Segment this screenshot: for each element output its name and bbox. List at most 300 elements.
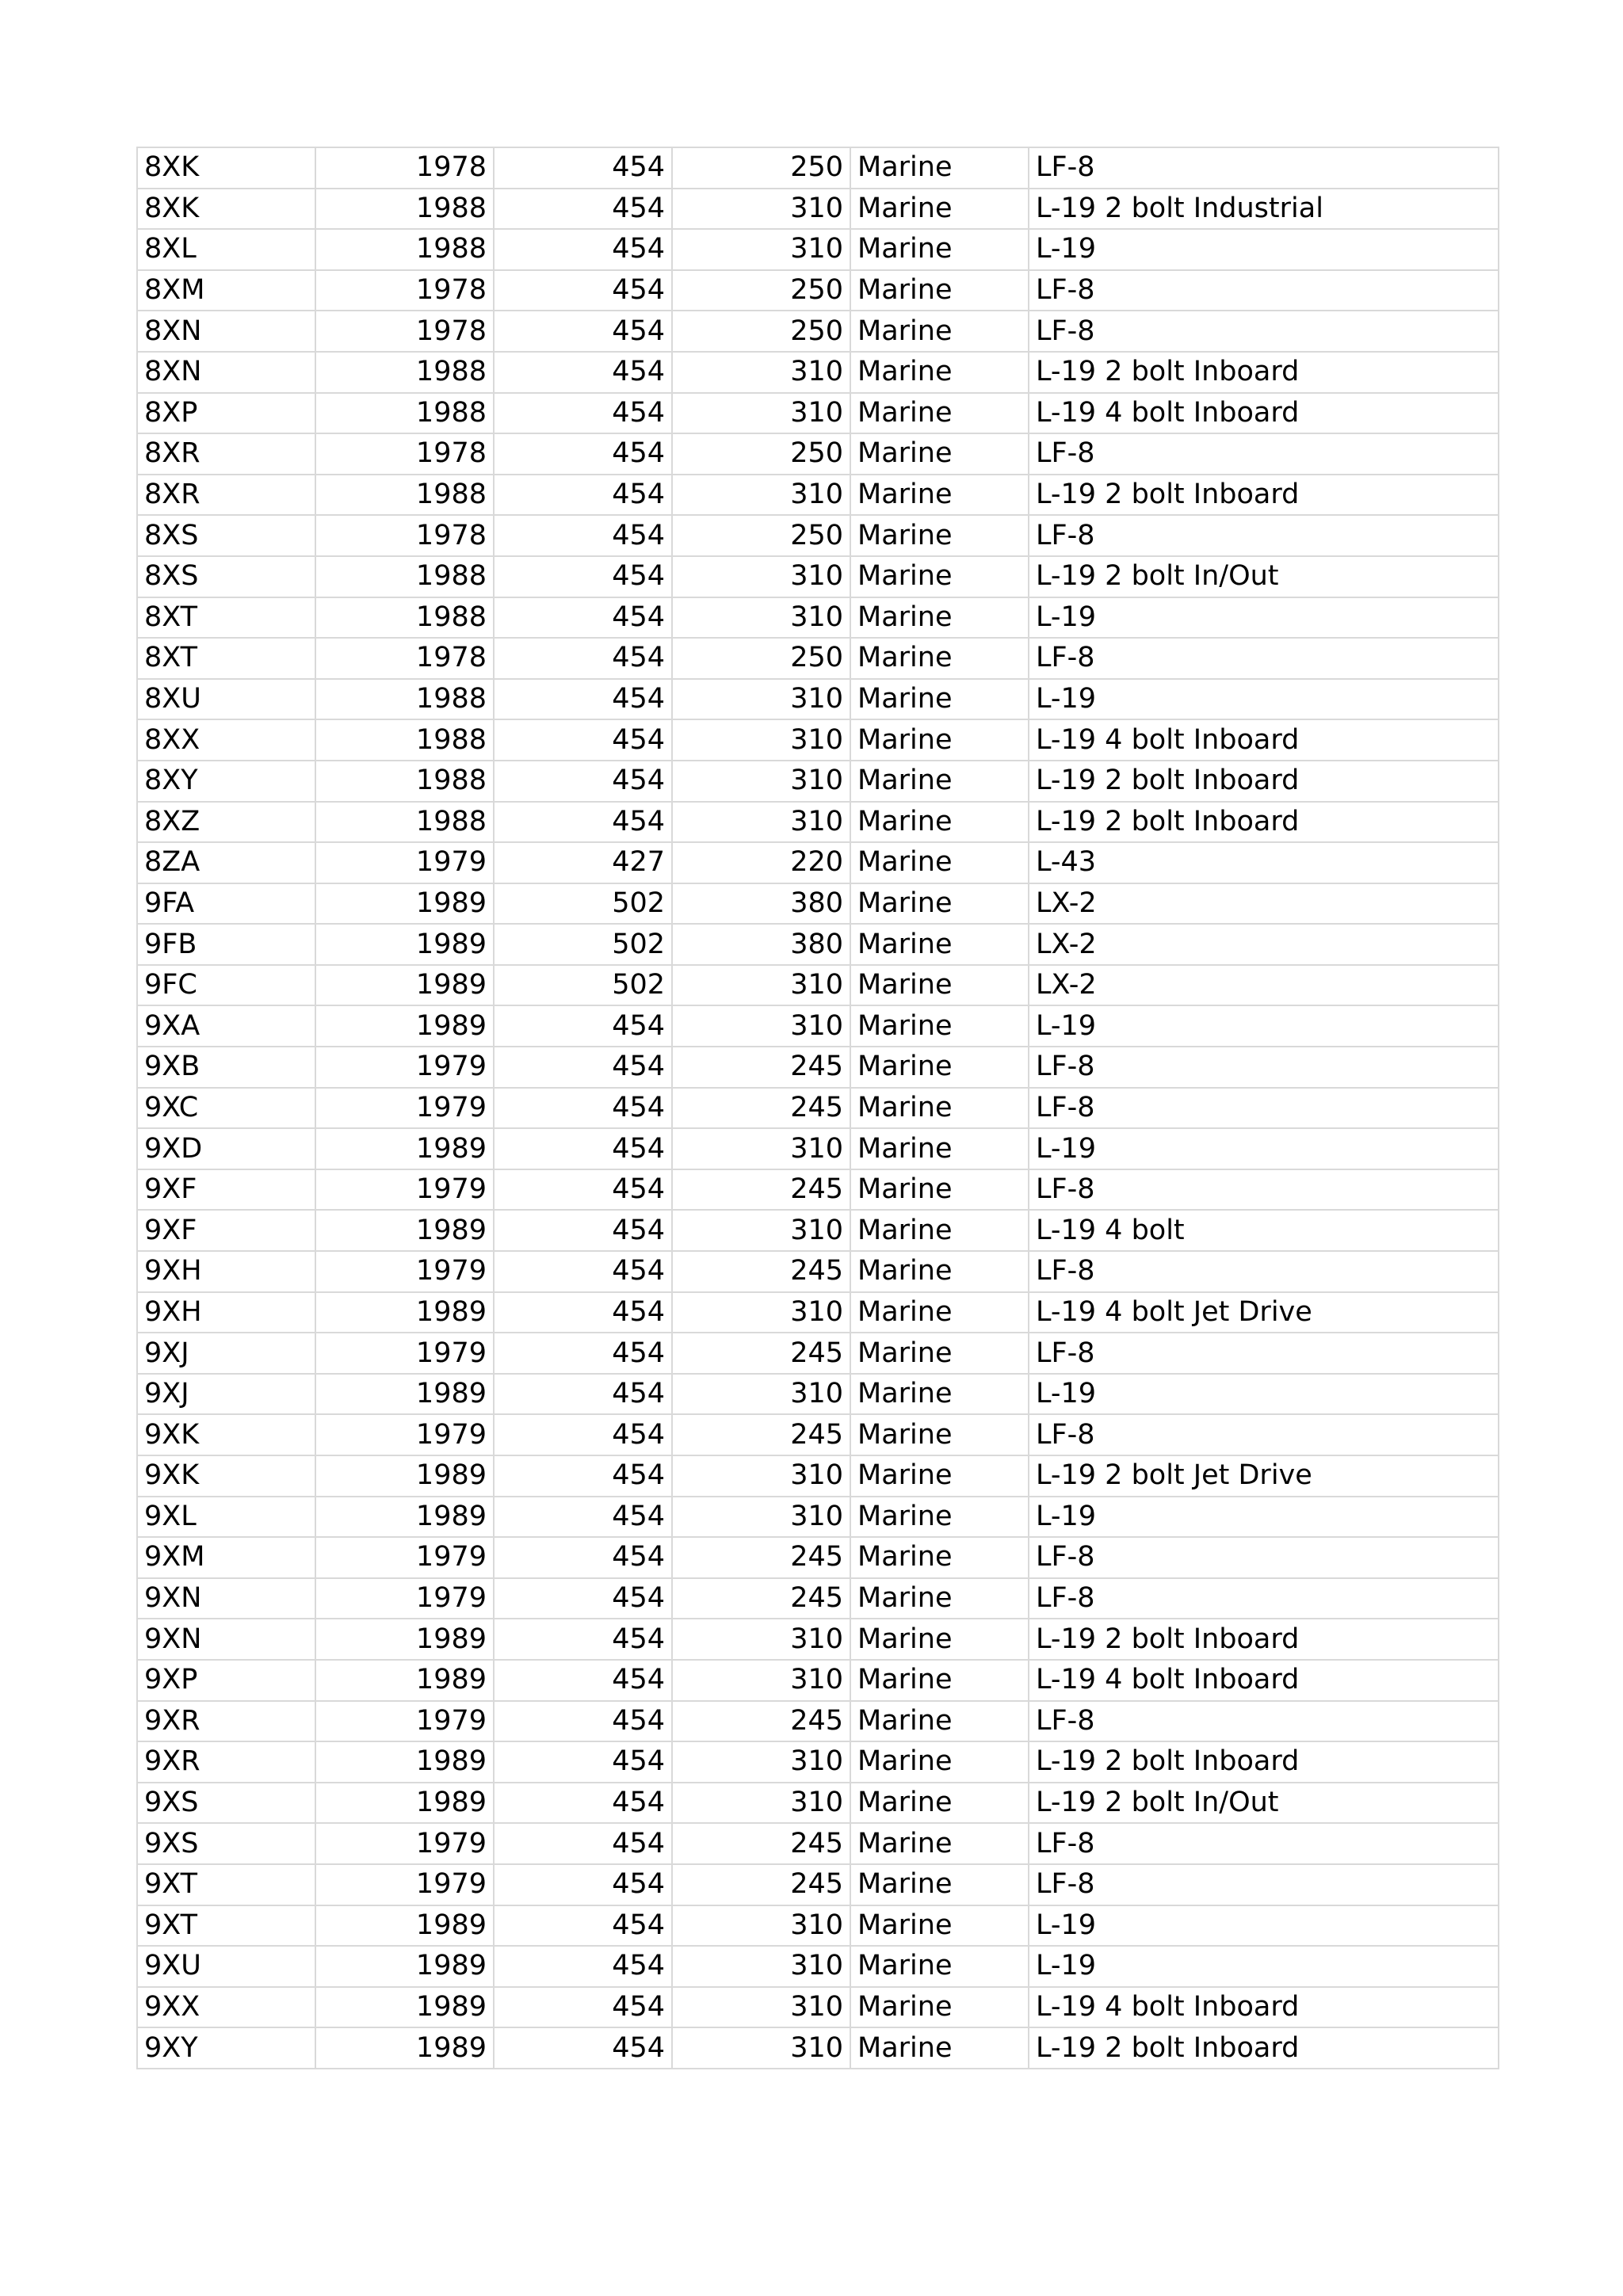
block-type-cell: L-19 2 bolt In/Out [1029,556,1499,597]
engine-code-cell: 9XJ [137,1333,315,1374]
horsepower-cell: 380 [672,883,850,925]
engine-code-cell: 8XY [137,761,315,802]
engine-code-cell: 9XN [137,1619,315,1660]
block-type-cell: L-19 [1029,679,1499,720]
horsepower-cell: 310 [672,1619,850,1660]
block-type-cell: LF-8 [1029,1823,1499,1864]
engine-code-cell: 8XK [137,189,315,230]
table-row [137,1497,1499,1538]
block-type-cell: LF-8 [1029,270,1499,311]
engine-code-cell: 8XL [137,229,315,270]
application-cell: Marine [850,1047,1029,1088]
table-row [137,1619,1499,1660]
engine-code-cell: 9XU [137,1946,315,1987]
block-type-cell: L-19 2 bolt Inboard [1029,1741,1499,1783]
block-type-cell: LX-2 [1029,883,1499,925]
year-cell: 1989 [315,1660,494,1701]
year-cell: 1978 [315,515,494,556]
block-type-cell: L-19 2 bolt Inboard [1029,802,1499,843]
table-row [137,679,1499,720]
displacement-cell: 454 [494,1047,672,1088]
application-cell: Marine [850,1537,1029,1578]
engine-code-cell: 9XK [137,1414,315,1455]
displacement-cell: 454 [494,1497,672,1538]
horsepower-cell: 310 [672,1946,850,1987]
table-row [137,515,1499,556]
block-type-cell: L-19 2 bolt Inboard [1029,761,1499,802]
displacement-cell: 454 [494,1946,672,1987]
year-cell: 1989 [315,1374,494,1415]
engine-code-cell: 9XK [137,1455,315,1497]
horsepower-cell: 245 [672,1088,850,1129]
table-row [137,229,1499,270]
displacement-cell: 454 [494,1537,672,1578]
block-type-cell: LF-8 [1029,311,1499,352]
application-cell: Marine [850,515,1029,556]
table-row [137,1783,1499,1824]
block-type-cell: LF-8 [1029,1333,1499,1374]
application-cell: Marine [850,883,1029,925]
block-type-cell: LF-8 [1029,638,1499,679]
year-cell: 1978 [315,270,494,311]
table-row [137,1414,1499,1455]
application-cell: Marine [850,761,1029,802]
year-cell: 1979 [315,1169,494,1211]
block-type-cell: L-19 4 bolt Jet Drive [1029,1292,1499,1333]
displacement-cell: 454 [494,1292,672,1333]
application-cell: Marine [850,802,1029,843]
year-cell: 1979 [315,1537,494,1578]
year-cell: 1989 [315,1946,494,1987]
displacement-cell: 454 [494,393,672,434]
engine-code-cell: 9XF [137,1169,315,1211]
displacement-cell: 502 [494,965,672,1006]
displacement-cell: 454 [494,1251,672,1292]
engine-code-cell: 8ZA [137,842,315,883]
block-type-cell: LF-8 [1029,1578,1499,1619]
horsepower-cell: 310 [672,2027,850,2069]
table-row [137,1292,1499,1333]
displacement-cell: 454 [494,1088,672,1129]
horsepower-cell: 245 [672,1047,850,1088]
horsepower-cell: 310 [672,189,850,230]
table-row [137,1946,1499,1987]
engine-code-cell: 9XR [137,1701,315,1742]
application-cell: Marine [850,229,1029,270]
year-cell: 1978 [315,311,494,352]
horsepower-cell: 310 [672,1660,850,1701]
application-cell: Marine [850,1251,1029,1292]
block-type-cell: LF-8 [1029,1864,1499,1905]
horsepower-cell: 310 [672,597,850,639]
displacement-cell: 454 [494,147,672,189]
year-cell: 1988 [315,802,494,843]
horsepower-cell: 310 [672,965,850,1006]
horsepower-cell: 310 [672,761,850,802]
application-cell: Marine [850,1987,1029,2028]
block-type-cell: LF-8 [1029,1088,1499,1129]
table-row [137,1251,1499,1292]
displacement-cell: 454 [494,2027,672,2069]
block-type-cell: L-19 [1029,597,1499,639]
block-type-cell: L-19 [1029,1374,1499,1415]
application-cell: Marine [850,638,1029,679]
table-row [137,147,1499,189]
horsepower-cell: 245 [672,1333,850,1374]
horsepower-cell: 245 [672,1169,850,1211]
year-cell: 1979 [315,1701,494,1742]
year-cell: 1979 [315,1251,494,1292]
application-cell: Marine [850,1128,1029,1169]
application-cell: Marine [850,1333,1029,1374]
table-row [137,1088,1499,1129]
year-cell: 1988 [315,679,494,720]
engine-code-cell: 9XJ [137,1374,315,1415]
block-type-cell: L-19 2 bolt Inboard [1029,2027,1499,2069]
year-cell: 1989 [315,1741,494,1783]
engine-code-cell: 9FA [137,883,315,925]
application-cell: Marine [850,189,1029,230]
block-type-cell: L-19 2 bolt Inboard [1029,352,1499,393]
horsepower-cell: 310 [672,1741,850,1783]
application-cell: Marine [850,1946,1029,1987]
displacement-cell: 454 [494,719,672,761]
application-cell: Marine [850,475,1029,516]
engine-code-cell: 9XM [137,1537,315,1578]
block-type-cell: L-19 [1029,1128,1499,1169]
table-row [137,1987,1499,2028]
engine-code-cell: 9XN [137,1578,315,1619]
year-cell: 1979 [315,1088,494,1129]
application-cell: Marine [850,311,1029,352]
displacement-cell: 454 [494,475,672,516]
horsepower-cell: 245 [672,1414,850,1455]
year-cell: 1989 [315,1210,494,1251]
horsepower-cell: 310 [672,1128,850,1169]
horsepower-cell: 310 [672,802,850,843]
application-cell: Marine [850,1414,1029,1455]
application-cell: Marine [850,1864,1029,1905]
application-cell: Marine [850,1578,1029,1619]
year-cell: 1979 [315,1578,494,1619]
engine-code-cell: 9XL [137,1497,315,1538]
engine-code-cell: 8XR [137,433,315,475]
block-type-cell: L-19 [1029,1005,1499,1047]
table-row [137,719,1499,761]
displacement-cell: 454 [494,1823,672,1864]
displacement-cell: 454 [494,1864,672,1905]
table-row [137,1823,1499,1864]
horsepower-cell: 310 [672,1292,850,1333]
application-cell: Marine [850,1292,1029,1333]
table-row [137,638,1499,679]
displacement-cell: 454 [494,761,672,802]
displacement-cell: 502 [494,883,672,925]
year-cell: 1988 [315,189,494,230]
block-type-cell: LX-2 [1029,924,1499,965]
displacement-cell: 454 [494,1128,672,1169]
displacement-cell: 454 [494,1005,672,1047]
block-type-cell: LF-8 [1029,515,1499,556]
block-type-cell: L-19 [1029,1905,1499,1947]
year-cell: 1979 [315,1047,494,1088]
year-cell: 1978 [315,638,494,679]
year-cell: 1979 [315,1333,494,1374]
table-row [137,924,1499,965]
displacement-cell: 454 [494,1333,672,1374]
horsepower-cell: 245 [672,1701,850,1742]
block-type-cell: LX-2 [1029,965,1499,1006]
year-cell: 1979 [315,1864,494,1905]
year-cell: 1988 [315,352,494,393]
application-cell: Marine [850,1783,1029,1824]
block-type-cell: L-19 2 bolt In/Out [1029,1783,1499,1824]
block-type-cell: L-19 2 bolt Inboard [1029,1619,1499,1660]
year-cell: 1988 [315,719,494,761]
table-row [137,1660,1499,1701]
application-cell: Marine [850,719,1029,761]
displacement-cell: 454 [494,1619,672,1660]
engine-code-cell: 9XS [137,1823,315,1864]
table-row [137,189,1499,230]
table-row [137,802,1499,843]
engine-code-cell: 8XS [137,515,315,556]
application-cell: Marine [850,679,1029,720]
block-type-cell: L-19 4 bolt [1029,1210,1499,1251]
horsepower-cell: 245 [672,1823,850,1864]
displacement-cell: 454 [494,1374,672,1415]
table-row [137,1374,1499,1415]
year-cell: 1979 [315,842,494,883]
table-row [137,1005,1499,1047]
block-type-cell: LF-8 [1029,1414,1499,1455]
engine-code-cell: 8XK [137,147,315,189]
application-cell: Marine [850,1741,1029,1783]
year-cell: 1989 [315,1497,494,1538]
year-cell: 1988 [315,393,494,434]
displacement-cell: 502 [494,924,672,965]
table-row [137,965,1499,1006]
displacement-cell: 454 [494,311,672,352]
table-row [137,597,1499,639]
displacement-cell: 454 [494,270,672,311]
year-cell: 1989 [315,1005,494,1047]
engine-code-cell: 9XY [137,2027,315,2069]
horsepower-cell: 310 [672,679,850,720]
block-type-cell: L-19 4 bolt Inboard [1029,1987,1499,2028]
engine-code-cell: 9XH [137,1251,315,1292]
application-cell: Marine [850,1455,1029,1497]
year-cell: 1989 [315,1905,494,1947]
engine-code-table [136,147,1499,2069]
table-row [137,393,1499,434]
table-row [137,270,1499,311]
displacement-cell: 454 [494,433,672,475]
block-type-cell: L-19 2 bolt Jet Drive [1029,1455,1499,1497]
year-cell: 1989 [315,883,494,925]
horsepower-cell: 310 [672,229,850,270]
horsepower-cell: 310 [672,1987,850,2028]
horsepower-cell: 310 [672,556,850,597]
table-row [137,1455,1499,1497]
block-type-cell: LF-8 [1029,1251,1499,1292]
year-cell: 1988 [315,229,494,270]
application-cell: Marine [850,924,1029,965]
block-type-cell: L-19 [1029,1497,1499,1538]
year-cell: 1989 [315,965,494,1006]
engine-code-cell: 8XU [137,679,315,720]
displacement-cell: 454 [494,556,672,597]
application-cell: Marine [850,597,1029,639]
horsepower-cell: 245 [672,1864,850,1905]
application-cell: Marine [850,1701,1029,1742]
engine-code-cell: 8XT [137,638,315,679]
block-type-cell: LF-8 [1029,1701,1499,1742]
application-cell: Marine [850,352,1029,393]
horsepower-cell: 310 [672,1455,850,1497]
engine-code-cell: 9XS [137,1783,315,1824]
displacement-cell: 454 [494,1169,672,1211]
block-type-cell: L-19 4 bolt Inboard [1029,719,1499,761]
engine-code-cell: 9FB [137,924,315,965]
table-row [137,1333,1499,1374]
application-cell: Marine [850,433,1029,475]
year-cell: 1979 [315,1823,494,1864]
year-cell: 1978 [315,147,494,189]
application-cell: Marine [850,556,1029,597]
block-type-cell: L-19 [1029,229,1499,270]
displacement-cell: 454 [494,189,672,230]
year-cell: 1989 [315,1987,494,2028]
year-cell: 1978 [315,433,494,475]
engine-code-cell: 8XX [137,719,315,761]
block-type-cell: L-19 4 bolt Inboard [1029,393,1499,434]
year-cell: 1989 [315,1783,494,1824]
table-row [137,842,1499,883]
table-row [137,475,1499,516]
block-type-cell: L-19 4 bolt Inboard [1029,1660,1499,1701]
year-cell: 1988 [315,597,494,639]
table-row [137,1741,1499,1783]
displacement-cell: 454 [494,802,672,843]
displacement-cell: 454 [494,229,672,270]
block-type-cell: LF-8 [1029,1047,1499,1088]
horsepower-cell: 245 [672,1537,850,1578]
application-cell: Marine [850,842,1029,883]
horsepower-cell: 310 [672,1210,850,1251]
table-row [137,556,1499,597]
table-row [137,1210,1499,1251]
horsepower-cell: 250 [672,147,850,189]
engine-code-cell: 8XP [137,393,315,434]
engine-code-cell: 9XA [137,1005,315,1047]
horsepower-cell: 250 [672,515,850,556]
table-row [137,1864,1499,1905]
engine-code-cell: 9XX [137,1987,315,2028]
year-cell: 1988 [315,761,494,802]
table-row [137,1169,1499,1211]
engine-code-cell: 8XS [137,556,315,597]
horsepower-cell: 310 [672,1905,850,1947]
engine-code-cell: 8XT [137,597,315,639]
displacement-cell: 454 [494,1660,672,1701]
displacement-cell: 454 [494,352,672,393]
year-cell: 1989 [315,924,494,965]
application-cell: Marine [850,1169,1029,1211]
horsepower-cell: 310 [672,1005,850,1047]
horsepower-cell: 310 [672,719,850,761]
block-type-cell: LF-8 [1029,147,1499,189]
engine-code-cell: 9XD [137,1128,315,1169]
table-row [137,311,1499,352]
year-cell: 1989 [315,1619,494,1660]
horsepower-cell: 250 [672,638,850,679]
horsepower-cell: 380 [672,924,850,965]
year-cell: 1979 [315,1414,494,1455]
horsepower-cell: 245 [672,1578,850,1619]
block-type-cell: L-19 [1029,1946,1499,1987]
year-cell: 1988 [315,475,494,516]
table-row [137,761,1499,802]
application-cell: Marine [850,147,1029,189]
block-type-cell: LF-8 [1029,1537,1499,1578]
year-cell: 1988 [315,556,494,597]
application-cell: Marine [850,1619,1029,1660]
displacement-cell: 454 [494,638,672,679]
engine-code-cell: 9XT [137,1905,315,1947]
engine-code-cell: 9XB [137,1047,315,1088]
application-cell: Marine [850,1210,1029,1251]
application-cell: Marine [850,1905,1029,1947]
displacement-cell: 454 [494,1414,672,1455]
table-row [137,1047,1499,1088]
engine-code-cell: 9FC [137,965,315,1006]
displacement-cell: 454 [494,1578,672,1619]
horsepower-cell: 220 [672,842,850,883]
engine-code-cell: 9XC [137,1088,315,1129]
displacement-cell: 454 [494,1741,672,1783]
year-cell: 1989 [315,1455,494,1497]
horsepower-cell: 310 [672,1497,850,1538]
horsepower-cell: 250 [672,311,850,352]
displacement-cell: 454 [494,1987,672,2028]
application-cell: Marine [850,965,1029,1006]
block-type-cell: LF-8 [1029,433,1499,475]
block-type-cell: L-43 [1029,842,1499,883]
displacement-cell: 454 [494,1701,672,1742]
table-row [137,1905,1499,1947]
application-cell: Marine [850,2027,1029,2069]
horsepower-cell: 245 [672,1251,850,1292]
block-type-cell: L-19 2 bolt Industrial [1029,189,1499,230]
engine-code-cell: 9XR [137,1741,315,1783]
application-cell: Marine [850,270,1029,311]
horsepower-cell: 310 [672,393,850,434]
horsepower-cell: 310 [672,1783,850,1824]
horsepower-cell: 310 [672,475,850,516]
application-cell: Marine [850,1088,1029,1129]
table-row [137,1578,1499,1619]
application-cell: Marine [850,1374,1029,1415]
application-cell: Marine [850,1823,1029,1864]
horsepower-cell: 250 [672,270,850,311]
engine-code-cell: 8XR [137,475,315,516]
engine-code-cell: 8XZ [137,802,315,843]
table-row [137,433,1499,475]
engine-code-cell: 8XN [137,352,315,393]
table-row [137,1701,1499,1742]
engine-code-cell: 9XP [137,1660,315,1701]
